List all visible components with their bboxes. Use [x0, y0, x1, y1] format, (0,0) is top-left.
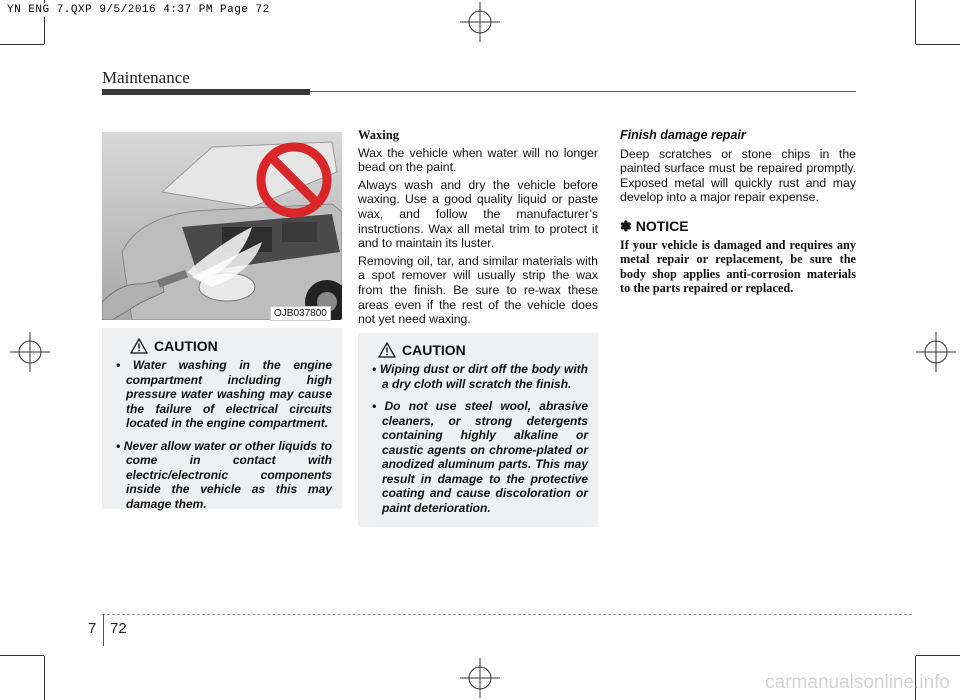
waxing-section: [358, 128, 598, 330]
title-rule: [310, 91, 856, 92]
caution-label: CAUTION: [402, 342, 466, 358]
footer-rule: [102, 614, 912, 615]
prohibition-icon: [254, 140, 334, 220]
title-bar: [102, 89, 310, 95]
waxing-paragraph: Removing oil, tar, and similar materials with a spot remover will usually strip the wax from the finish. Be sure to re-wax these areas even if the rest of the vehicle does not yet need waxing.: [358, 253, 598, 327]
notice-label: NOTICE: [635, 217, 689, 234]
finish-damage-heading: Finish damage repair: [620, 128, 746, 142]
caution-heading: [130, 338, 332, 354]
warning-triangle-icon: [378, 342, 396, 358]
chapter-number: 7: [88, 620, 97, 637]
caution-list: [368, 362, 588, 515]
caution-box-finish: [358, 333, 598, 527]
footer-divider: [103, 614, 104, 646]
section-title: Maintenance: [102, 68, 190, 87]
caution-label: CAUTION: [154, 338, 218, 354]
caution-heading: [378, 342, 588, 358]
warning-triangle-icon: [130, 338, 148, 354]
registration-mark-top: [458, 0, 502, 44]
finish-damage-paragraph: Deep scratches or stone chips in the painted surface must be repaired promptly. Exposed metal will quickly rust and may develop into a major repair expense.: [620, 146, 856, 205]
finish-damage-section: [620, 128, 856, 296]
engine-washing-photo: [102, 132, 342, 320]
caution-item: • Never allow water or other liquids to come in contact with electric/electronic components inside the vehicle as this may damage them.: [116, 438, 332, 511]
caution-item: • Do not use steel wool, abrasive cleaners, or strong detergents containing highly alkaline or caustic agents on chrome-plated or anodized aluminum parts. This may result in damage to the protective coating and cause discoloration or paint deterioration.: [372, 399, 588, 515]
page-number: 72: [110, 620, 127, 637]
caution-box-engine: [102, 328, 342, 509]
registration-mark-bottom: [458, 656, 502, 700]
print-header: YN ENG 7.QXP 9/5/2016 4:37 PM Page 72: [4, 3, 273, 17]
caution-item: • Water washing in the engine compartment including high pressure water washing may cause the failure of electrical circuits located in the engine compartment.: [116, 358, 332, 430]
notice-heading: [620, 219, 856, 234]
registration-mark-left: [8, 330, 52, 374]
caution-list: [112, 358, 332, 511]
photo-caption: OJB037800: [270, 306, 331, 321]
waxing-paragraph: Wax the vehicle when water will no longer bead on the paint.: [358, 145, 598, 175]
watermark: carmanualsonline.info: [765, 672, 950, 693]
caution-item: • Wiping dust or dirt off the body with a dry cloth will scratch the finish.: [372, 362, 588, 391]
notice-body: If your vehicle is damaged and requires any metal repair or replacement, be sure the body shop applies anti-corrosion materials to the parts repaired or replaced.: [620, 237, 856, 296]
waxing-paragraph: Always wash and dry the vehicle before waxing. Use a good quality liquid or paste wax, and follow the manufacturer’s instructions. Wax all metal trim to protect it and to maintain its luster.: [358, 177, 598, 251]
waxing-heading: Waxing: [358, 128, 399, 142]
notice-star-icon: ✽: [620, 217, 632, 234]
registration-mark-right: [914, 330, 958, 374]
